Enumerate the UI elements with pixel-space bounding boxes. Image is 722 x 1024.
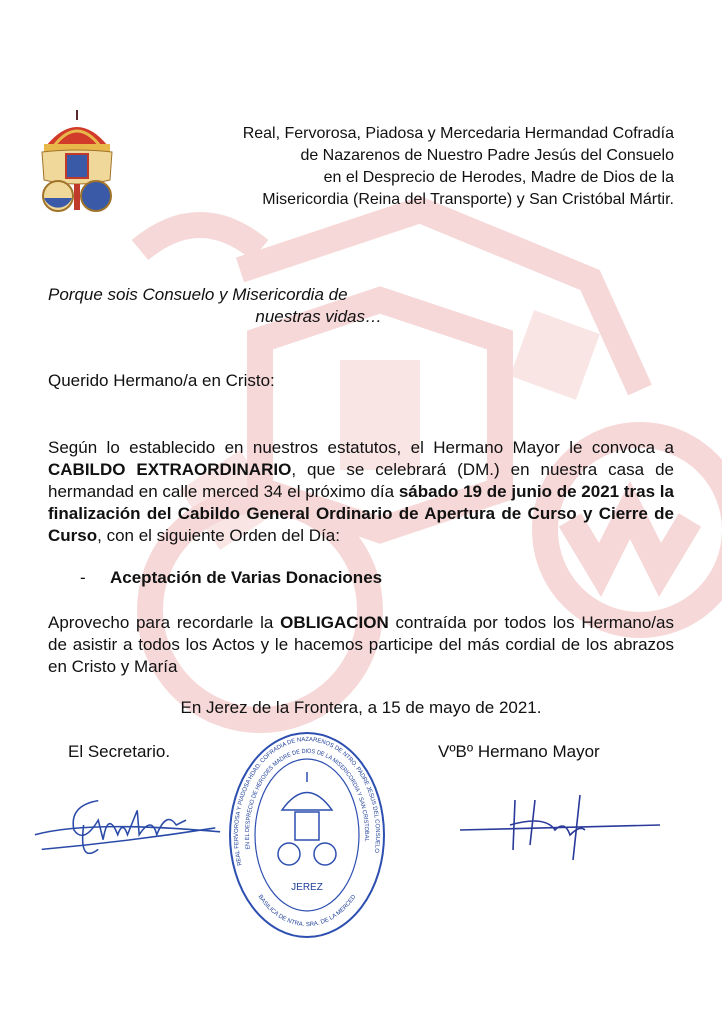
date-line: En Jerez de la Frontera, a 15 de mayo de 2021. <box>180 698 542 717</box>
seal-inner-text: EN EL DESPRECIO DE HERODES MADRE DE DIOS DE LA MISERICORDIA Y SAN CRISTOBAL <box>244 748 370 850</box>
text: Aprovecho para recordarle la <box>48 613 281 632</box>
reminder-paragraph <box>48 612 674 678</box>
official-seal <box>227 730 387 940</box>
motto <box>48 284 408 328</box>
agenda-item <box>80 568 382 588</box>
bold-text: OBLIGACION <box>280 613 389 632</box>
secretary-label: El Secretario. <box>68 742 171 761</box>
hermano-mayor-label: VºBº Hermano Mayor <box>438 742 600 761</box>
seal-outer-text: REAL FERVOROSA Y PIADOSA HDAD. COFRADIA DE NAZARENOS DE NTRO. PADRE JESUS DEL CONSUELO <box>233 737 381 867</box>
text: , con el siguiente Orden del Día: <box>97 526 340 545</box>
letterhead-line: Real, Fervorosa, Piadosa y Mercedaria Hermandad Cofradía <box>242 125 674 142</box>
text: contraída por todos los Hermano/as de asistir a todos los Actos y le hacemos participe del más cordial de los abrazos en Cristo y María <box>48 613 674 676</box>
letterhead-line: de Nazarenos de Nuestro Padre Jesús del Consuelo <box>300 147 674 164</box>
bold-text: CABILDO EXTRAORDINARIO <box>48 460 292 479</box>
motto-line-1: Porque sois Consuelo y Misericordia de <box>48 285 348 304</box>
brotherhood-coat-of-arms-logo <box>36 108 118 216</box>
text: , que se celebrará (DM.) en nuestra casa de hermandad en calle merced 34 el próximo día <box>48 460 674 501</box>
seal-bottom-text: BASILICA DE NTRA. SRA. DE LA MERCED <box>256 894 358 929</box>
list-dash: - <box>80 568 86 587</box>
letterhead-line: Misericordia (Reina del Transporte) y San Cristóbal Mártir. <box>262 191 674 208</box>
text: Según lo establecido en nuestros estatutos, el Hermano Mayor le convoca a <box>48 438 674 457</box>
greeting: Querido Hermano/a en Cristo: <box>48 371 275 390</box>
secretary-signature <box>30 780 225 870</box>
hermano-mayor-signature <box>455 780 665 870</box>
motto-line-2: nuestras vidas… <box>255 307 382 326</box>
bold-text: sábado 19 de junio de 2021 tras la finalización del Cabildo General Ordinario de Apertura de Curso y Cierre de Curso <box>48 482 674 545</box>
convocation-paragraph <box>48 437 674 547</box>
agenda-item-text: Aceptación de Varias Donaciones <box>110 568 383 587</box>
letterhead <box>243 123 674 211</box>
seal-city: JEREZ <box>291 882 323 893</box>
letterhead-line: en el Desprecio de Herodes, Madre de Dios de la <box>323 169 674 186</box>
